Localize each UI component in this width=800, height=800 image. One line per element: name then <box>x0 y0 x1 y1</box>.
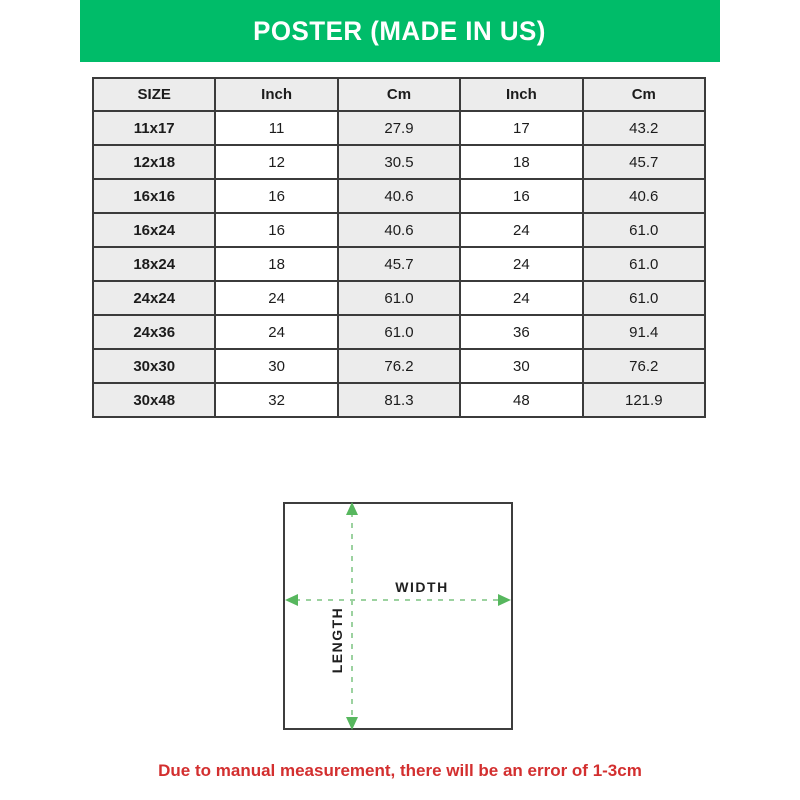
value-cell: 30 <box>460 349 582 383</box>
value-cell: 121.9 <box>583 383 705 417</box>
value-cell: 36 <box>460 315 582 349</box>
value-cell: 40.6 <box>338 179 460 213</box>
value-cell: 32 <box>215 383 337 417</box>
header-cell: Inch <box>215 78 337 111</box>
size-cell: 16x24 <box>93 213 215 247</box>
header-row <box>93 78 705 111</box>
poster-outline <box>284 503 512 729</box>
value-cell: 24 <box>460 213 582 247</box>
value-cell: 16 <box>215 213 337 247</box>
value-cell: 81.3 <box>338 383 460 417</box>
value-cell: 61.0 <box>338 281 460 315</box>
value-cell: 76.2 <box>338 349 460 383</box>
value-cell: 17 <box>460 111 582 145</box>
value-cell: 40.6 <box>583 179 705 213</box>
value-cell: 48 <box>460 383 582 417</box>
table-row <box>93 145 705 179</box>
size-cell: 12x18 <box>93 145 215 179</box>
table-row <box>93 315 705 349</box>
value-cell: 30.5 <box>338 145 460 179</box>
table-row <box>93 179 705 213</box>
size-chart <box>92 77 706 418</box>
size-cell: 24x36 <box>93 315 215 349</box>
value-cell: 18 <box>460 145 582 179</box>
header-cell: SIZE <box>93 78 215 111</box>
value-cell: 24 <box>215 281 337 315</box>
header-cell: Inch <box>460 78 582 111</box>
size-cell: 30x48 <box>93 383 215 417</box>
table-row <box>93 281 705 315</box>
value-cell: 24 <box>460 281 582 315</box>
table-row <box>93 383 705 417</box>
value-cell: 76.2 <box>583 349 705 383</box>
value-cell: 91.4 <box>583 315 705 349</box>
value-cell: 40.6 <box>338 213 460 247</box>
value-cell: 12 <box>215 145 337 179</box>
value-cell: 27.9 <box>338 111 460 145</box>
value-cell: 18 <box>215 247 337 281</box>
table-row <box>93 111 705 145</box>
value-cell: 45.7 <box>338 247 460 281</box>
value-cell: 16 <box>460 179 582 213</box>
page-title: POSTER (MADE IN US) <box>253 15 547 46</box>
size-cell: 18x24 <box>93 247 215 281</box>
value-cell: 61.0 <box>338 315 460 349</box>
length-label: LENGTH <box>329 606 345 674</box>
size-cell: 16x16 <box>93 179 215 213</box>
value-cell: 61.0 <box>583 247 705 281</box>
size-cell: 24x24 <box>93 281 215 315</box>
value-cell: 24 <box>215 315 337 349</box>
size-table-head <box>93 78 705 111</box>
value-cell: 45.7 <box>583 145 705 179</box>
measurement-diagram <box>283 502 513 730</box>
value-cell: 43.2 <box>583 111 705 145</box>
table-row <box>93 247 705 281</box>
width-label: WIDTH <box>395 579 449 595</box>
value-cell: 30 <box>215 349 337 383</box>
size-table <box>92 77 706 418</box>
size-table-body <box>93 111 705 417</box>
table-row <box>93 349 705 383</box>
value-cell: 24 <box>460 247 582 281</box>
size-cell: 11x17 <box>93 111 215 145</box>
header-cell: Cm <box>583 78 705 111</box>
value-cell: 16 <box>215 179 337 213</box>
width-arrow-right-icon <box>498 594 511 606</box>
value-cell: 11 <box>215 111 337 145</box>
measurement-disclaimer: Due to manual measurement, there will be an error of 1-3cm <box>158 761 642 780</box>
width-arrow-left-icon <box>285 594 298 606</box>
measurement-diagram-svg <box>283 502 513 730</box>
value-cell: 61.0 <box>583 281 705 315</box>
title-banner <box>80 0 720 62</box>
header-cell: Cm <box>338 78 460 111</box>
size-cell: 30x30 <box>93 349 215 383</box>
table-row <box>93 213 705 247</box>
value-cell: 61.0 <box>583 213 705 247</box>
